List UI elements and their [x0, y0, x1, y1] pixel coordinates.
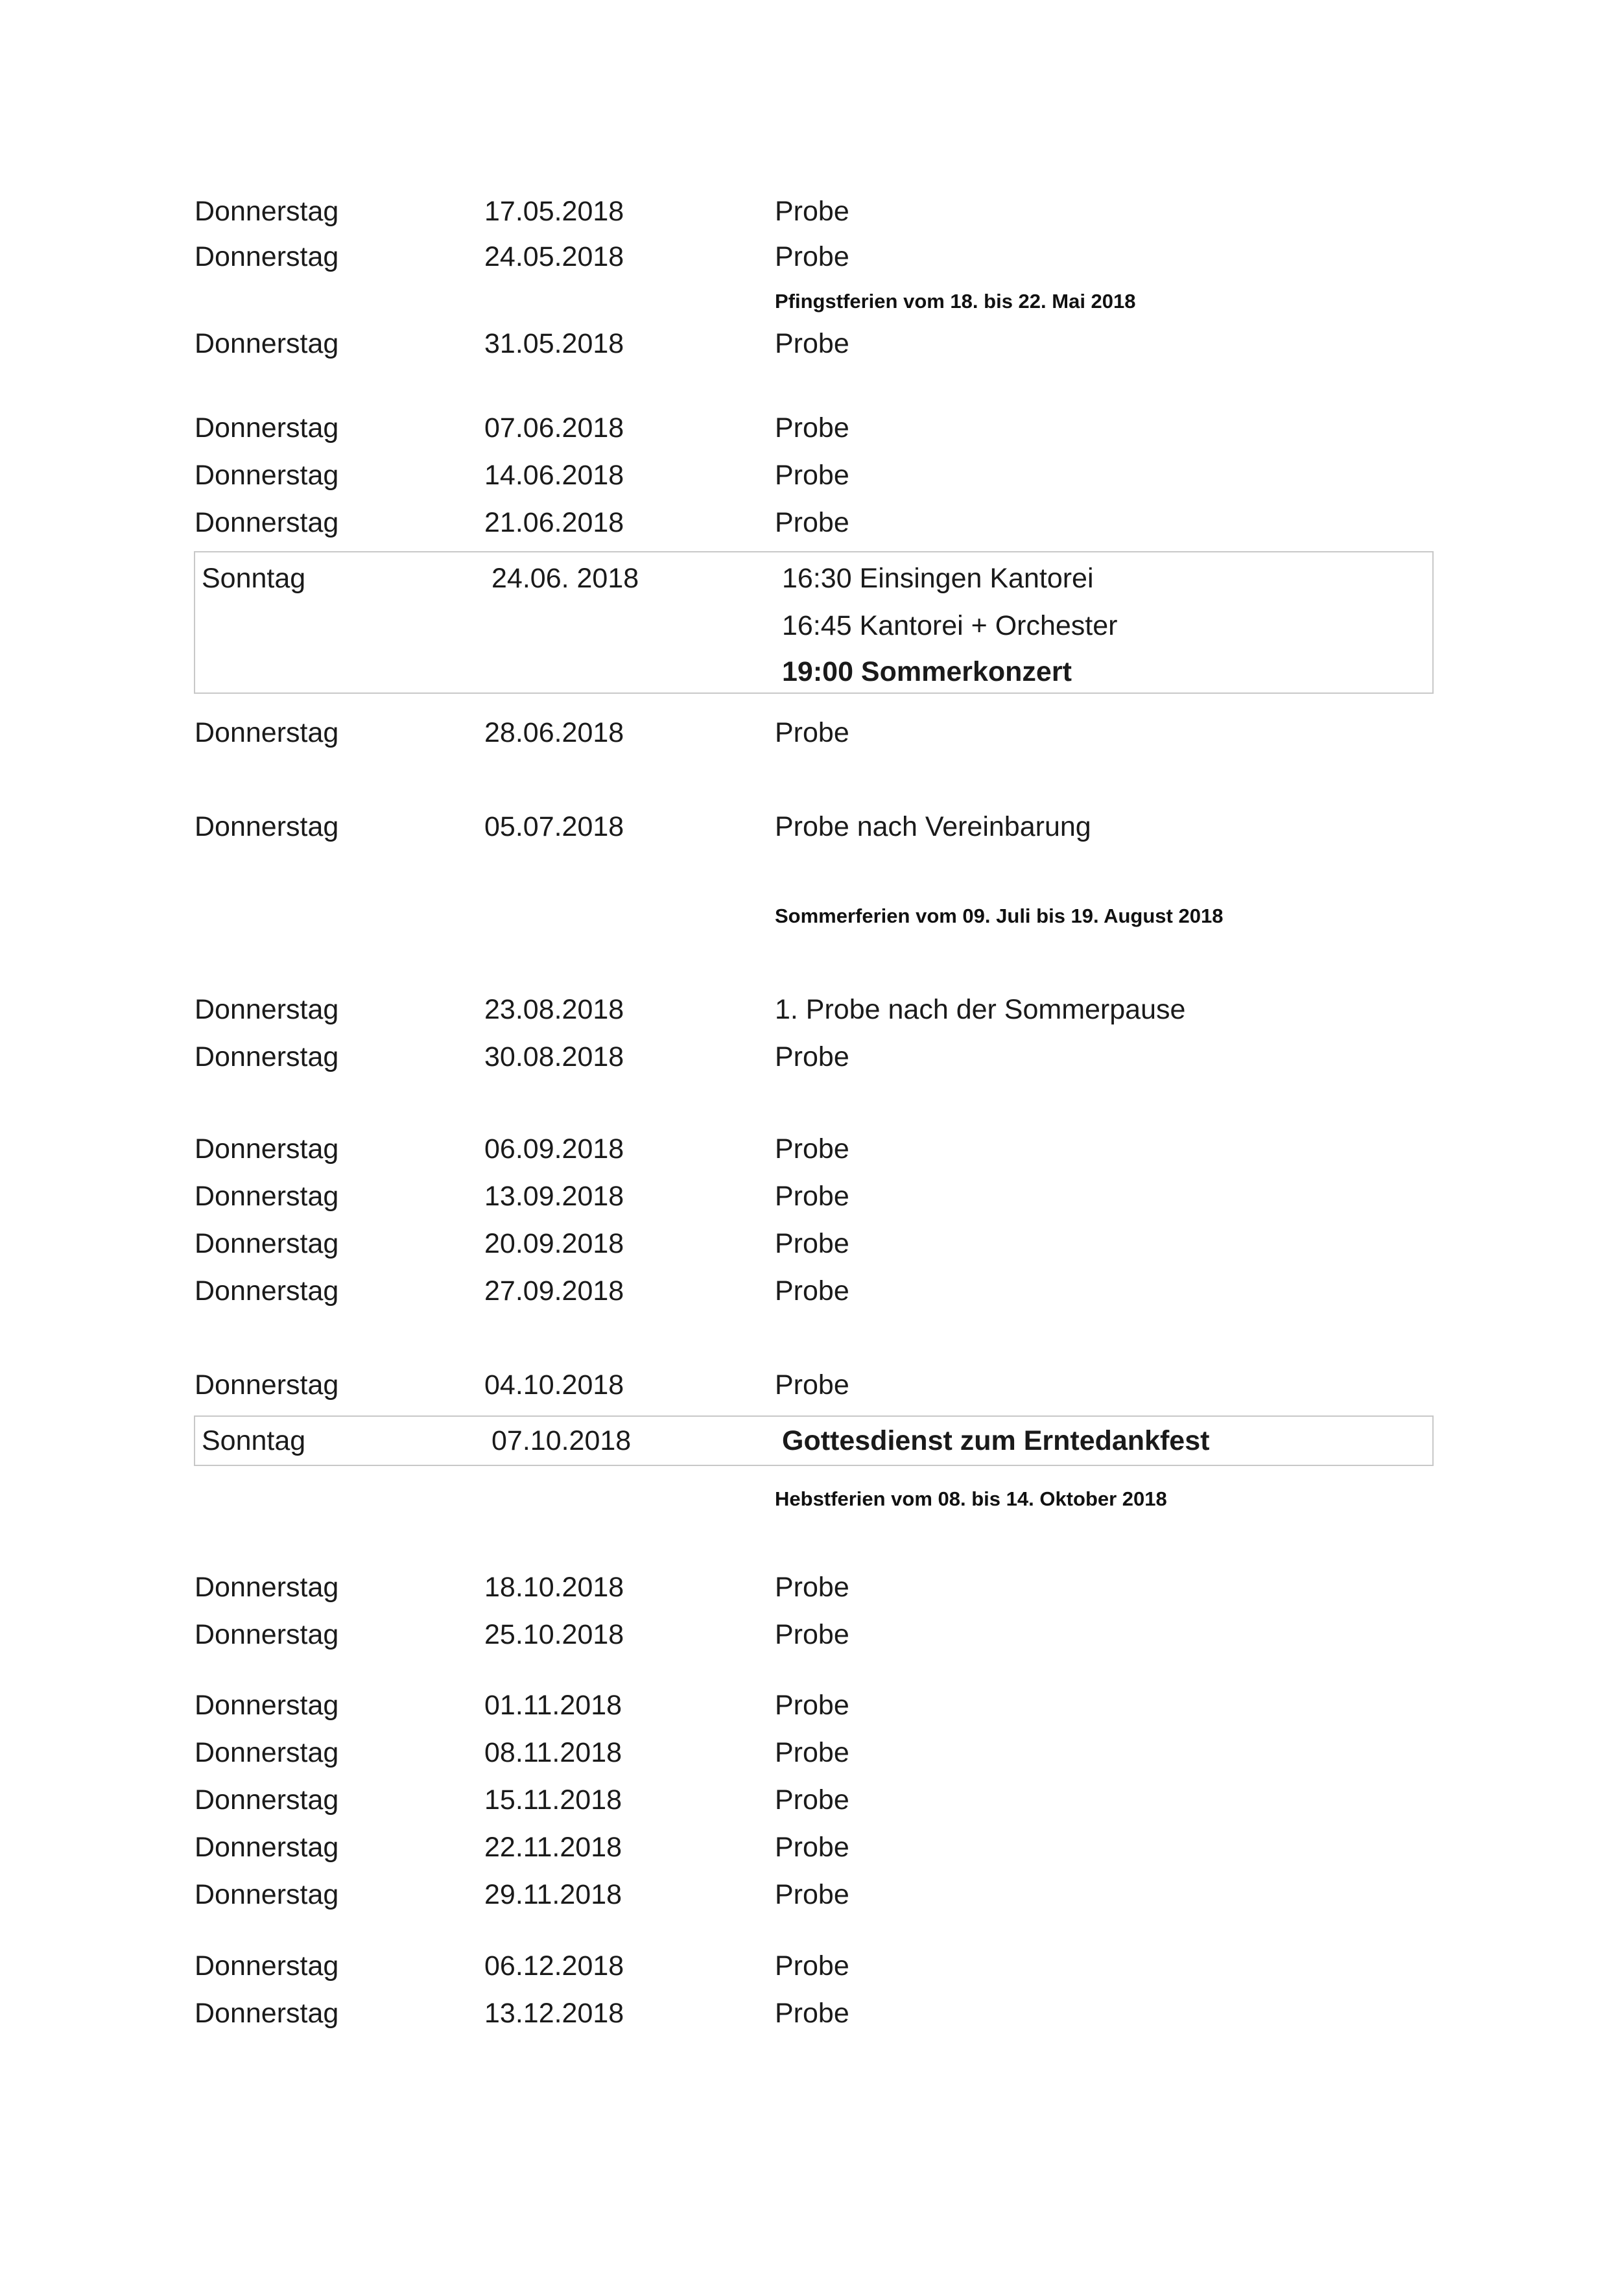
date: 24.05.2018: [484, 241, 624, 272]
date: 05.07.2018: [484, 811, 624, 842]
event-highlight: Gottesdienst zum Erntedankfest: [782, 1425, 1210, 1456]
weekday: Donnerstag: [195, 1832, 339, 1863]
weekday: Donnerstag: [195, 196, 339, 227]
weekday: Donnerstag: [195, 1133, 339, 1165]
event: Probe: [775, 507, 849, 538]
date: 17.05.2018: [484, 196, 624, 227]
date: 28.06.2018: [484, 717, 624, 748]
schedule-row: [0, 1615, 1621, 1654]
weekday: Donnerstag: [195, 241, 339, 272]
schedule-row: [0, 713, 1621, 752]
event: Probe: [775, 241, 849, 272]
weekday: Donnerstag: [195, 1228, 339, 1259]
event: Probe: [775, 1369, 849, 1401]
schedule-row: [0, 1733, 1621, 1772]
schedule-row: [0, 503, 1621, 542]
schedule-row: [0, 990, 1621, 1029]
event: Probe: [775, 1784, 849, 1816]
event: Probe: [775, 1619, 849, 1650]
event: Probe: [775, 1133, 849, 1165]
date: 21.06.2018: [484, 507, 624, 538]
holiday-note-pfingsten: Pfingstferien vom 18. bis 22. Mai 2018: [775, 290, 1136, 313]
event: Probe: [775, 717, 849, 748]
event: Probe: [775, 1690, 849, 1721]
date: 31.05.2018: [484, 328, 624, 359]
event-line-highlight: 19:00 Sommerkonzert: [782, 656, 1072, 687]
date: 13.12.2018: [484, 1998, 624, 2029]
schedule-row: [0, 1828, 1621, 1867]
schedule-row: [0, 807, 1621, 846]
weekday: Donnerstag: [195, 994, 339, 1025]
event: Probe: [775, 1998, 849, 2029]
date: 07.10.2018: [491, 1425, 632, 1456]
schedule-row: [0, 1224, 1621, 1263]
event: Probe: [775, 1181, 849, 1212]
event: Probe: [775, 1737, 849, 1768]
schedule-row: [0, 1947, 1621, 1985]
weekday: Donnerstag: [195, 1879, 339, 1910]
event: Probe: [775, 1572, 849, 1603]
event: Probe: [775, 412, 849, 444]
date: 22.11.2018: [484, 1832, 622, 1863]
erntedank-box: [194, 1415, 1434, 1466]
event: Probe: [775, 328, 849, 359]
holiday-note-herbst: Hebstferien vom 08. bis 14. Oktober 2018: [775, 1487, 1167, 1510]
date: 30.08.2018: [484, 1041, 624, 1072]
event: Probe: [775, 1832, 849, 1863]
date: 20.09.2018: [484, 1228, 624, 1259]
date: 13.09.2018: [484, 1181, 624, 1212]
weekday: Donnerstag: [195, 1572, 339, 1603]
date: 23.08.2018: [484, 994, 624, 1025]
date: 18.10.2018: [484, 1572, 624, 1603]
schedule-row: [0, 1177, 1621, 1216]
date: 24.06. 2018: [491, 563, 639, 594]
date: 06.09.2018: [484, 1133, 624, 1165]
schedule-row: [0, 1272, 1621, 1310]
event: Probe: [775, 1041, 849, 1072]
weekday: Sonntag: [202, 1425, 306, 1456]
date: 04.10.2018: [484, 1369, 624, 1401]
date: 29.11.2018: [484, 1879, 622, 1910]
schedule-row: [0, 1994, 1621, 2033]
weekday: Donnerstag: [195, 460, 339, 491]
event: Probe: [775, 1228, 849, 1259]
weekday: Donnerstag: [195, 811, 339, 842]
schedule-row: [0, 237, 1621, 276]
date: 06.12.2018: [484, 1950, 624, 1982]
concert-box: [194, 551, 1434, 694]
date: 08.11.2018: [484, 1737, 622, 1768]
event: Probe: [775, 196, 849, 227]
weekday: Donnerstag: [195, 1690, 339, 1721]
date: 14.06.2018: [484, 460, 624, 491]
event: 1. Probe nach der Sommerpause: [775, 994, 1186, 1025]
schedule-row: [0, 1781, 1621, 1819]
weekday: Donnerstag: [195, 1784, 339, 1816]
weekday: Donnerstag: [195, 412, 339, 444]
event-line: 16:30 Einsingen Kantorei: [782, 563, 1094, 594]
schedule-row: [0, 1686, 1621, 1725]
weekday: Donnerstag: [195, 1181, 339, 1212]
schedule-row: [0, 1366, 1621, 1404]
weekday: Donnerstag: [195, 328, 339, 359]
schedule-row: [0, 1130, 1621, 1168]
weekday: Donnerstag: [195, 507, 339, 538]
schedule-row: [0, 408, 1621, 447]
date: 01.11.2018: [484, 1690, 622, 1721]
weekday: Donnerstag: [195, 1737, 339, 1768]
event: Probe: [775, 1879, 849, 1910]
date: 07.06.2018: [484, 412, 624, 444]
event: Probe nach Vereinbarung: [775, 811, 1091, 842]
event-line: 16:45 Kantorei + Orchester: [782, 610, 1118, 641]
schedule-row: [0, 1875, 1621, 1914]
weekday: Donnerstag: [195, 1369, 339, 1401]
schedule-row: [0, 1037, 1621, 1076]
date: 15.11.2018: [484, 1784, 622, 1816]
schedule-row: [0, 1568, 1621, 1607]
weekday: Donnerstag: [195, 1041, 339, 1072]
schedule-row: [0, 324, 1621, 363]
event: Probe: [775, 460, 849, 491]
weekday: Donnerstag: [195, 717, 339, 748]
weekday: Donnerstag: [195, 1619, 339, 1650]
holiday-note-sommer: Sommerferien vom 09. Juli bis 19. August 2018: [775, 905, 1224, 927]
date: 27.09.2018: [484, 1275, 624, 1307]
weekday: Donnerstag: [195, 1950, 339, 1982]
date: 25.10.2018: [484, 1619, 624, 1650]
event: Probe: [775, 1950, 849, 1982]
weekday: Donnerstag: [195, 1998, 339, 2029]
event: Probe: [775, 1275, 849, 1307]
weekday: Sonntag: [202, 563, 306, 594]
schedule-row: [0, 456, 1621, 495]
weekday: Donnerstag: [195, 1275, 339, 1307]
schedule-row: [0, 192, 1621, 231]
